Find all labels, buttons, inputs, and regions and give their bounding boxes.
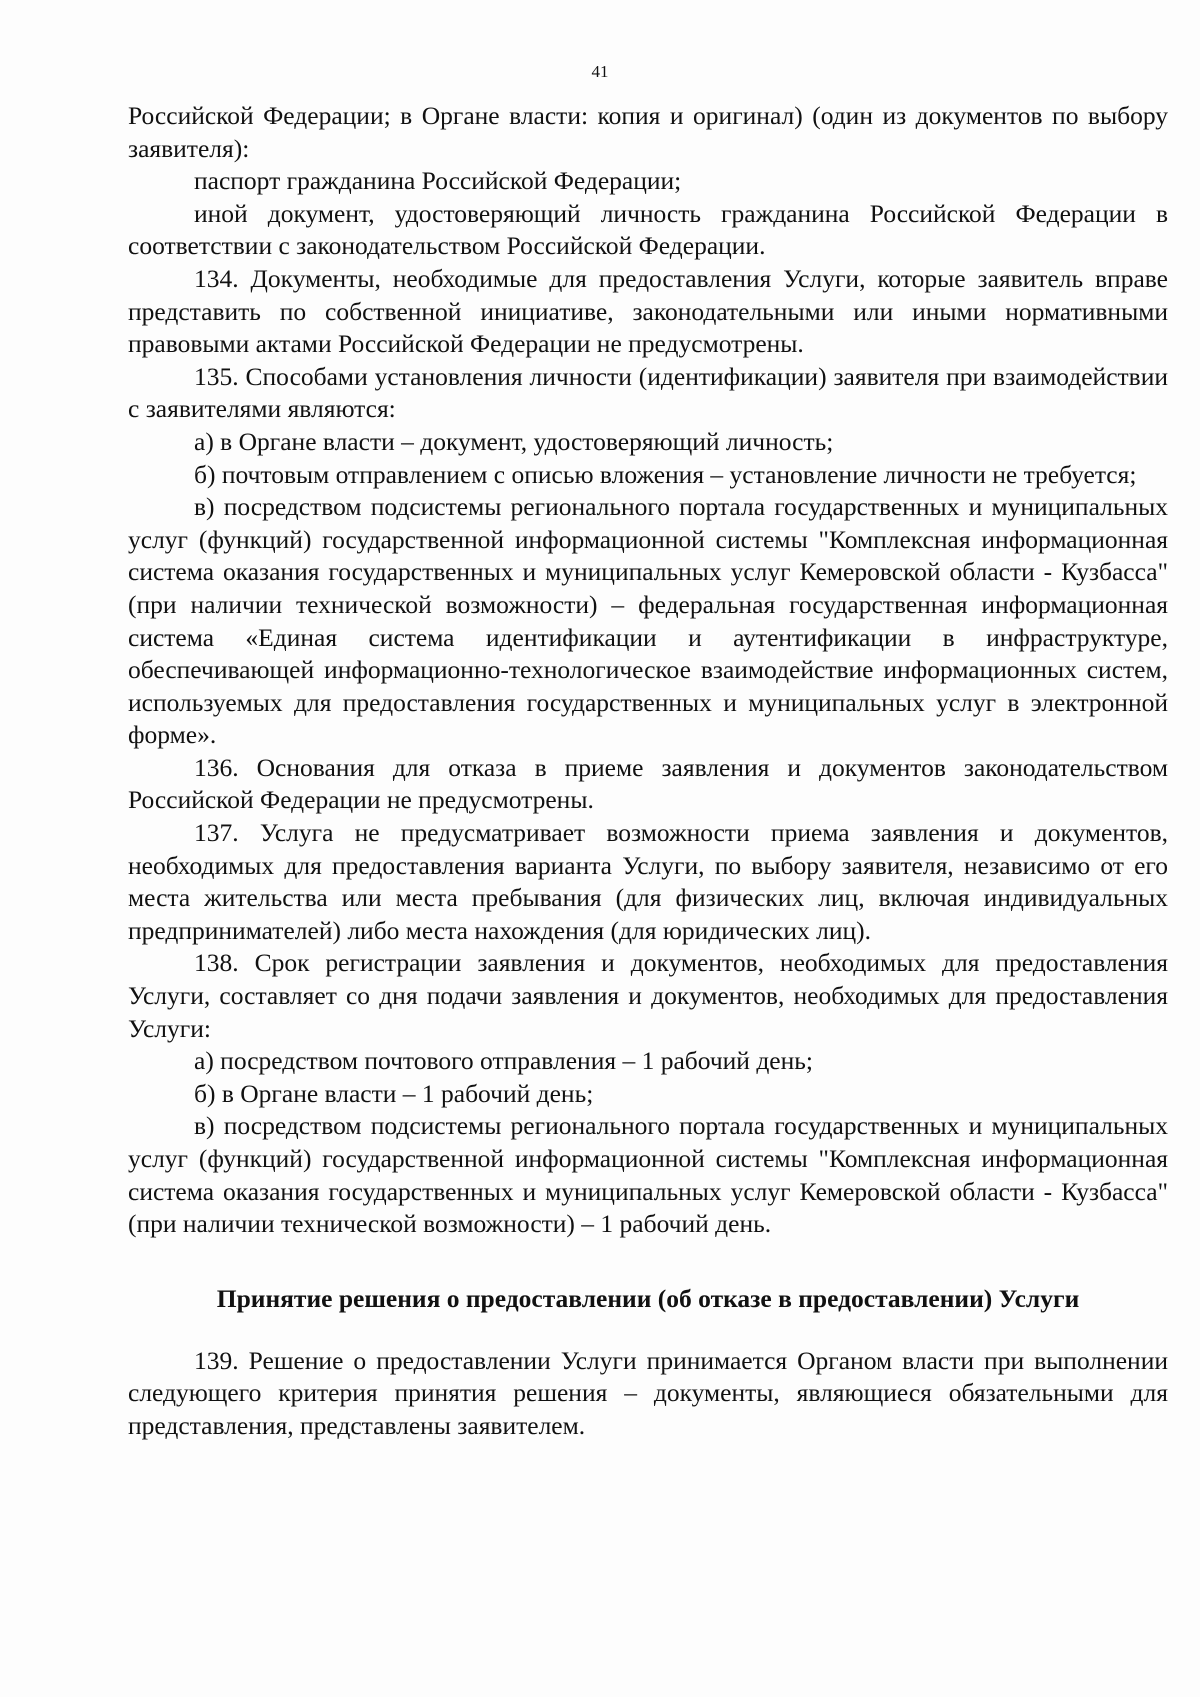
page-number: 41 xyxy=(591,62,609,81)
paragraph: б) почтовым отправлением с описью вложения – установление личности не требуется; xyxy=(194,459,1137,489)
paragraph: 136. Основания для отказа в приеме заявления и документов законодательством Российской Федерации не предусмотрены. xyxy=(128,752,1168,815)
paragraph: 138. Срок регистрации заявления и документов, необходимых для предоставления Услуги, составляет со дня подачи заявления и документов, необходимых для предоставления Услуги: xyxy=(128,948,1168,1043)
section-heading: Принятие решения о предоставлении (об отказе в предоставлении) Услуги xyxy=(216,1283,1080,1313)
document-body xyxy=(128,100,1168,1443)
paragraph: б) в Органе власти – 1 рабочий день; xyxy=(194,1078,594,1108)
paragraphs-after-heading xyxy=(128,1345,1168,1443)
paragraph: в) посредством подсистемы регионального портала государственных и муниципальных услуг (функций) государственной информационной системы "Комплексная информационная система оказания государственных и муниципальных услуг Кемеровской области - Кузбасса" (при наличии технической возможности) – 1 рабочий день. xyxy=(128,1111,1168,1239)
paragraph: Российской Федерации; в Органе власти: копия и оригинал) (один из документов по выбору заявителя): xyxy=(128,101,1168,163)
paragraph: а) в Органе власти – документ, удостоверяющий личность; xyxy=(194,426,834,456)
paragraph: а) посредством почтового отправления – 1 рабочий день; xyxy=(194,1046,813,1076)
paragraph: 135. Способами установления личности (идентификации) заявителя при взаимодействии с заявителями являются: xyxy=(128,361,1168,424)
paragraph: 134. Документы, необходимые для предоставления Услуги, которые заявитель вправе представить по собственной инициативе, законодательными или иными нормативными правовыми актами Российской Федерации не предусмотрены. xyxy=(128,263,1168,359)
paragraph: 139. Решение о предоставлении Услуги принимается Органом власти при выполнении следующего критерия принятия решения – документы, являющиеся обязательными для представления, представлены заявителем. xyxy=(128,1345,1168,1440)
paragraph: в) посредством подсистемы регионального портала государственных и муниципальных услуг (функций) государственной информационной системы "Комплексная информационная система оказания государственных и муниципальных услуг Кемеровской области - Кузбасса" (при наличии технической возможности) – федеральная государственная информационная система «Единая система идентификации и аутентификации в инфраструктуре, обеспечивающей информационно-технологическое взаимодействие информационных систем, используемых для предоставления государственных и муниципальных услуг в электронной форме». xyxy=(128,492,1168,750)
paragraphs-before-heading xyxy=(128,100,1168,1241)
paragraph: паспорт гражданина Российской Федерации; xyxy=(194,166,682,196)
paragraph: 137. Услуга не предусматривает возможности приема заявления и документов, необходимых для предоставления варианта Услуги, по выбору заявителя, независимо от его места жительства или места пребывания (для физических лиц, включая индивидуальных предпринимателей) либо места нахождения (для юридических лиц). xyxy=(128,818,1168,945)
paragraph: иной документ, удостоверяющий личность гражданина Российской Федерации в соответствии с законодательством Российской Федерации. xyxy=(128,198,1168,261)
